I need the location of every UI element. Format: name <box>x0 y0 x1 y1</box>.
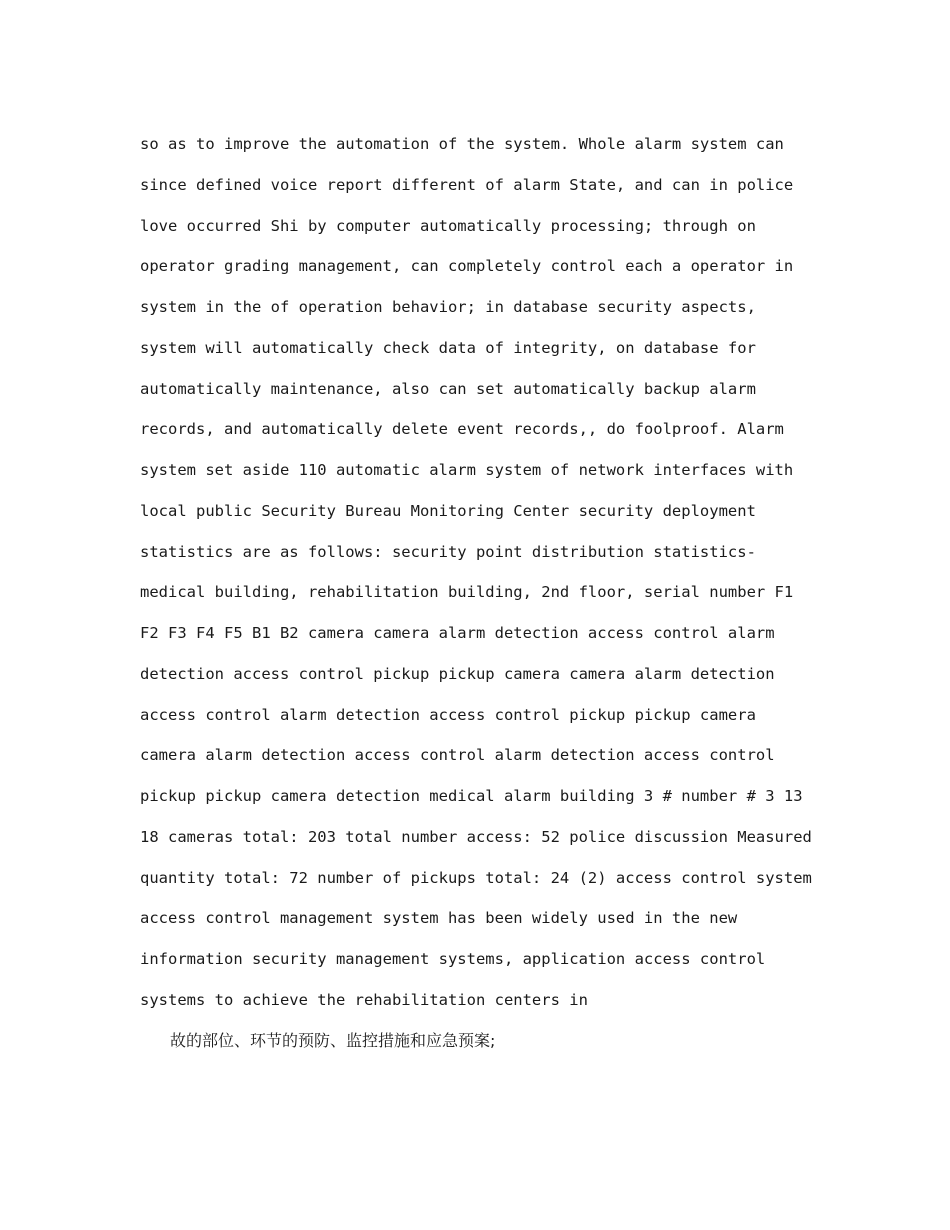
text-line: access control management system has been widely used in the new <box>140 909 738 928</box>
text-line: systems to achieve the rehabilitation centers in <box>140 990 588 1009</box>
text-line: quantity total: 72 number of pickups total: 24 (2) access control system <box>140 868 812 887</box>
text-line: statistics are as follows: security point distribution statistics- <box>140 542 756 561</box>
text-line: access control alarm detection access control pickup pickup camera <box>140 705 756 724</box>
text-line: F2 F3 F4 F5 B1 B2 camera camera alarm detection access control alarm <box>140 624 775 642</box>
text-line: operator grading management, can completely control each a operator in <box>140 257 794 276</box>
text-line: detection access control pickup pickup camera camera alarm detection <box>140 664 775 683</box>
text-line: system set aside 110 automatic alarm system of network interfaces with <box>140 461 794 479</box>
text-line: since defined voice report different of alarm State, and can in police <box>140 175 794 194</box>
text-line: pickup pickup camera detection medical alarm building 3 # number # 3 13 <box>140 787 803 805</box>
chinese-text-line: 故的部位、环节的预防、监控措施和应急预案; <box>170 1031 496 1050</box>
text-line: 18 cameras total: 203 total number access: 52 police discussion Measured <box>140 827 812 846</box>
text-line: love occurred Shi by computer automatically processing; through on <box>140 216 756 235</box>
text-line: records, and automatically delete event records,, do foolproof. Alarm <box>140 420 784 439</box>
text-line: system in the of operation behavior; in database security aspects, <box>140 298 756 316</box>
text-line: medical building, rehabilitation building, 2nd floor, serial number F1 <box>140 583 794 602</box>
text-line: information security management systems, application access control <box>140 950 766 968</box>
text-line: automatically maintenance, also can set automatically backup alarm <box>140 379 756 398</box>
body-text <box>140 124 830 1021</box>
text-line: camera alarm detection access control alarm detection access control <box>140 746 775 765</box>
text-line: local public Security Bureau Monitoring Center security deployment <box>140 501 756 520</box>
text-line: system will automatically check data of integrity, on database for <box>140 338 756 357</box>
text-line: so as to improve the automation of the system. Whole alarm system can <box>140 135 784 153</box>
